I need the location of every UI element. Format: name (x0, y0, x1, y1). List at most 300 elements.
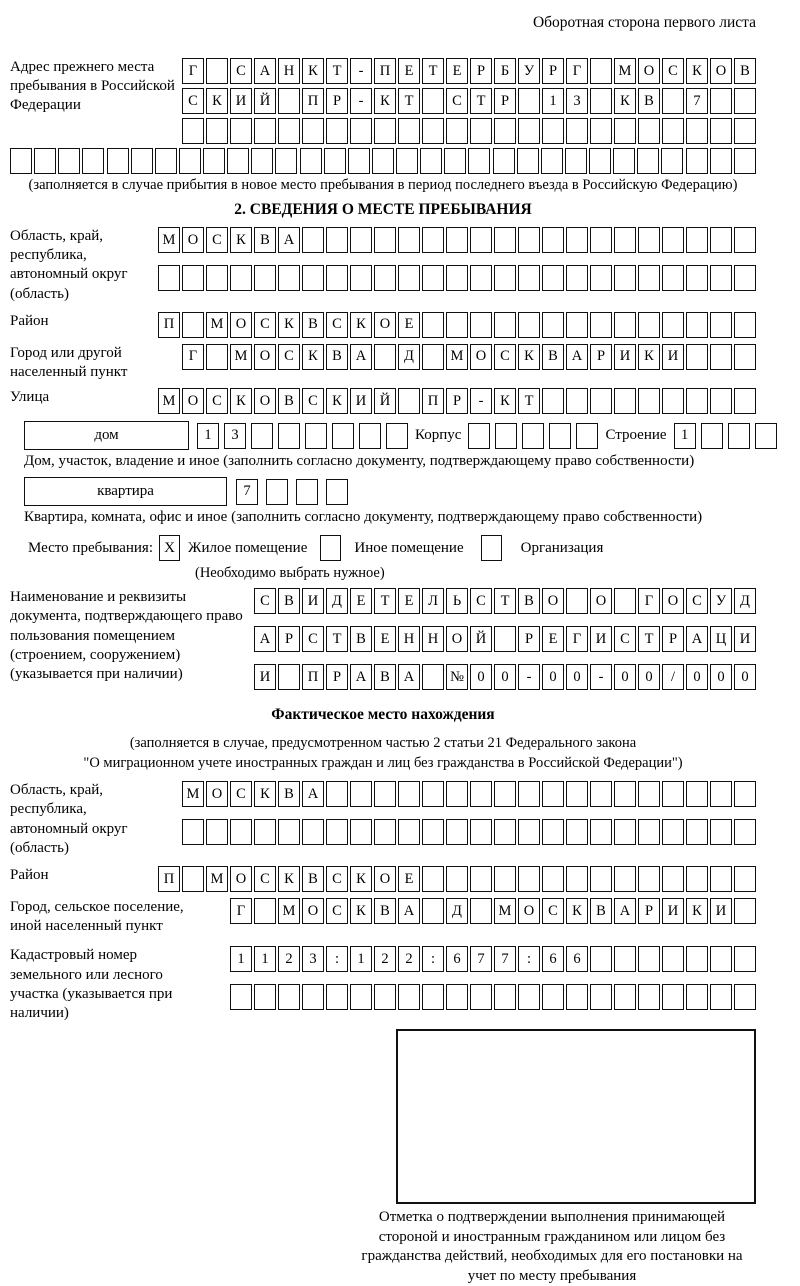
char-cell[interactable]: Л (422, 588, 444, 614)
char-cell[interactable] (494, 781, 516, 807)
char-cell[interactable] (755, 423, 777, 449)
char-cell[interactable] (266, 479, 288, 505)
char-cell[interactable] (230, 819, 252, 845)
char-cell[interactable] (131, 148, 153, 174)
char-cell[interactable] (494, 626, 516, 652)
char-cell[interactable] (227, 148, 249, 174)
char-cell[interactable] (230, 118, 252, 144)
char-cell[interactable]: А (614, 898, 636, 924)
char-cell[interactable]: О (254, 388, 276, 414)
char-cell[interactable] (614, 866, 636, 892)
char-cell[interactable]: Д (734, 588, 756, 614)
char-cell[interactable] (494, 312, 516, 338)
char-cell[interactable] (728, 423, 750, 449)
char-cell[interactable] (468, 148, 490, 174)
char-cell[interactable]: 0 (686, 664, 708, 690)
char-cell[interactable] (332, 423, 354, 449)
char-cell[interactable] (470, 866, 492, 892)
char-cell[interactable] (230, 984, 252, 1010)
char-cell[interactable] (182, 265, 204, 291)
char-cell[interactable]: С (302, 626, 324, 652)
char-cell[interactable] (590, 227, 612, 253)
char-cell[interactable]: О (446, 626, 468, 652)
char-cell[interactable] (686, 866, 708, 892)
char-cell[interactable]: 1 (230, 946, 252, 972)
char-cell[interactable]: Н (422, 626, 444, 652)
char-cell[interactable] (398, 781, 420, 807)
char-cell[interactable] (566, 866, 588, 892)
char-cell[interactable] (326, 781, 348, 807)
char-cell[interactable]: К (254, 781, 276, 807)
char-cell[interactable] (326, 479, 348, 505)
char-cell[interactable] (614, 588, 636, 614)
char-cell[interactable]: 3 (566, 88, 588, 114)
char-cell[interactable] (566, 118, 588, 144)
char-cell[interactable] (470, 898, 492, 924)
char-cell[interactable]: Ц (710, 626, 732, 652)
char-cell[interactable]: 6 (542, 946, 564, 972)
char-cell[interactable] (614, 819, 636, 845)
char-cell[interactable] (326, 265, 348, 291)
char-cell[interactable] (710, 819, 732, 845)
char-cell[interactable]: Й (470, 626, 492, 652)
char-cell[interactable]: О (710, 58, 732, 84)
char-cell[interactable] (614, 227, 636, 253)
char-cell[interactable] (710, 312, 732, 338)
char-cell[interactable] (734, 984, 756, 1010)
char-cell[interactable]: Е (542, 626, 564, 652)
char-cell[interactable] (686, 148, 708, 174)
char-cell[interactable] (468, 423, 490, 449)
char-cell[interactable]: К (614, 88, 636, 114)
char-cell[interactable] (542, 118, 564, 144)
char-cell[interactable]: 7 (494, 946, 516, 972)
char-cell[interactable] (374, 781, 396, 807)
char-cell[interactable]: П (158, 866, 180, 892)
char-cell[interactable] (614, 388, 636, 414)
char-cell[interactable]: С (182, 88, 204, 114)
char-cell[interactable] (182, 866, 204, 892)
char-cell[interactable]: 7 (686, 88, 708, 114)
char-cell[interactable]: Д (398, 344, 420, 370)
char-cell[interactable] (686, 946, 708, 972)
char-cell[interactable] (566, 388, 588, 414)
char-cell[interactable] (446, 984, 468, 1010)
char-cell[interactable]: М (230, 344, 252, 370)
char-cell[interactable]: К (350, 312, 372, 338)
char-cell[interactable] (182, 312, 204, 338)
char-cell[interactable]: Р (638, 898, 660, 924)
char-cell[interactable]: Н (278, 58, 300, 84)
char-cell[interactable]: О (542, 588, 564, 614)
char-cell[interactable] (326, 118, 348, 144)
char-cell[interactable] (710, 88, 732, 114)
char-cell[interactable] (590, 312, 612, 338)
char-cell[interactable]: Е (446, 58, 468, 84)
char-cell[interactable]: М (278, 898, 300, 924)
char-cell[interactable] (734, 946, 756, 972)
char-cell[interactable] (662, 819, 684, 845)
char-cell[interactable]: С (614, 626, 636, 652)
char-cell[interactable] (566, 312, 588, 338)
char-cell[interactable] (398, 118, 420, 144)
char-cell[interactable]: Б (494, 58, 516, 84)
char-cell[interactable] (638, 118, 660, 144)
char-cell[interactable] (251, 148, 273, 174)
char-cell[interactable] (566, 588, 588, 614)
char-cell[interactable]: Р (590, 344, 612, 370)
char-cell[interactable] (158, 265, 180, 291)
char-cell[interactable]: С (326, 312, 348, 338)
char-cell[interactable] (359, 423, 381, 449)
char-cell[interactable]: Е (350, 588, 372, 614)
char-cell[interactable]: И (590, 626, 612, 652)
char-cell[interactable] (203, 148, 225, 174)
char-cell[interactable]: С (446, 88, 468, 114)
char-cell[interactable] (662, 866, 684, 892)
char-cell[interactable]: 0 (470, 664, 492, 690)
char-cell[interactable]: В (374, 898, 396, 924)
char-cell[interactable] (566, 265, 588, 291)
char-cell[interactable] (734, 898, 756, 924)
char-cell[interactable] (470, 265, 492, 291)
char-cell[interactable] (613, 148, 635, 174)
char-cell[interactable] (565, 148, 587, 174)
char-cell[interactable]: К (518, 344, 540, 370)
char-cell[interactable] (278, 664, 300, 690)
char-cell[interactable]: В (518, 588, 540, 614)
char-cell[interactable] (494, 819, 516, 845)
char-cell[interactable] (326, 984, 348, 1010)
char-cell[interactable] (254, 819, 276, 845)
char-cell[interactable]: С (254, 866, 276, 892)
char-cell[interactable] (278, 819, 300, 845)
char-cell[interactable]: Р (278, 626, 300, 652)
char-cell[interactable] (662, 781, 684, 807)
char-cell[interactable] (494, 265, 516, 291)
char-cell[interactable] (518, 227, 540, 253)
char-cell[interactable] (296, 479, 318, 505)
char-cell[interactable] (350, 819, 372, 845)
char-cell[interactable]: К (206, 88, 228, 114)
char-cell[interactable] (182, 819, 204, 845)
char-cell[interactable]: С (326, 866, 348, 892)
char-cell[interactable]: 7 (470, 946, 492, 972)
char-cell[interactable]: П (422, 388, 444, 414)
char-cell[interactable]: К (326, 388, 348, 414)
char-cell[interactable] (734, 781, 756, 807)
confirmation-stamp-box[interactable] (396, 1029, 756, 1204)
char-cell[interactable]: 0 (494, 664, 516, 690)
char-cell[interactable] (324, 148, 346, 174)
char-cell[interactable]: 1 (674, 423, 696, 449)
char-cell[interactable] (444, 148, 466, 174)
char-cell[interactable] (350, 265, 372, 291)
char-cell[interactable] (549, 423, 571, 449)
char-cell[interactable]: М (446, 344, 468, 370)
char-cell[interactable]: - (470, 388, 492, 414)
char-cell[interactable]: А (350, 344, 372, 370)
char-cell[interactable] (350, 227, 372, 253)
char-cell[interactable]: 1 (542, 88, 564, 114)
char-cell[interactable]: 6 (566, 946, 588, 972)
char-cell[interactable]: С (662, 58, 684, 84)
char-cell[interactable] (542, 312, 564, 338)
char-cell[interactable] (710, 781, 732, 807)
char-cell[interactable] (398, 388, 420, 414)
char-cell[interactable] (686, 265, 708, 291)
char-cell[interactable]: Т (374, 588, 396, 614)
char-cell[interactable] (566, 984, 588, 1010)
char-cell[interactable] (542, 866, 564, 892)
char-cell[interactable] (734, 388, 756, 414)
char-cell[interactable]: В (374, 664, 396, 690)
char-cell[interactable] (446, 118, 468, 144)
char-cell[interactable] (518, 265, 540, 291)
char-cell[interactable]: : (518, 946, 540, 972)
char-cell[interactable] (686, 118, 708, 144)
char-cell[interactable]: И (662, 344, 684, 370)
char-cell[interactable] (206, 118, 228, 144)
char-cell[interactable]: С (686, 588, 708, 614)
char-cell[interactable] (614, 312, 636, 338)
char-cell[interactable]: : (326, 946, 348, 972)
char-cell[interactable]: О (230, 866, 252, 892)
char-cell[interactable]: С (254, 588, 276, 614)
char-cell[interactable]: Е (398, 312, 420, 338)
char-cell[interactable] (541, 148, 563, 174)
char-cell[interactable]: Г (182, 58, 204, 84)
char-cell[interactable] (734, 227, 756, 253)
char-cell[interactable] (638, 265, 660, 291)
char-cell[interactable] (686, 388, 708, 414)
char-cell[interactable] (446, 312, 468, 338)
char-cell[interactable] (300, 148, 322, 174)
char-cell[interactable] (686, 344, 708, 370)
char-cell[interactable]: И (734, 626, 756, 652)
char-cell[interactable]: М (182, 781, 204, 807)
char-cell[interactable]: 0 (542, 664, 564, 690)
char-cell[interactable]: Д (446, 898, 468, 924)
char-cell[interactable]: Т (398, 88, 420, 114)
char-cell[interactable]: Г (566, 58, 588, 84)
char-cell[interactable] (254, 898, 276, 924)
char-cell[interactable]: В (278, 388, 300, 414)
char-cell[interactable] (686, 312, 708, 338)
char-cell[interactable]: : (422, 946, 444, 972)
char-cell[interactable] (254, 118, 276, 144)
char-cell[interactable] (350, 781, 372, 807)
char-cell[interactable] (446, 227, 468, 253)
char-cell[interactable] (206, 265, 228, 291)
char-cell[interactable]: С (470, 588, 492, 614)
char-cell[interactable]: О (182, 227, 204, 253)
char-cell[interactable] (710, 946, 732, 972)
char-cell[interactable] (422, 118, 444, 144)
char-cell[interactable] (590, 866, 612, 892)
char-cell[interactable] (374, 227, 396, 253)
char-cell[interactable]: 7 (236, 479, 258, 505)
char-cell[interactable] (710, 148, 732, 174)
char-cell[interactable]: Ь (446, 588, 468, 614)
char-cell[interactable]: И (350, 388, 372, 414)
char-cell[interactable] (638, 781, 660, 807)
char-cell[interactable]: Т (326, 626, 348, 652)
char-cell[interactable]: О (302, 898, 324, 924)
char-cell[interactable]: А (254, 58, 276, 84)
char-cell[interactable]: О (638, 58, 660, 84)
char-cell[interactable] (590, 118, 612, 144)
char-cell[interactable]: Т (422, 58, 444, 84)
char-cell[interactable]: К (566, 898, 588, 924)
char-cell[interactable] (590, 388, 612, 414)
char-cell[interactable]: М (206, 866, 228, 892)
char-cell[interactable]: С (206, 388, 228, 414)
char-cell[interactable] (374, 265, 396, 291)
char-cell[interactable]: С (254, 312, 276, 338)
char-cell[interactable] (566, 227, 588, 253)
char-cell[interactable] (734, 866, 756, 892)
char-cell[interactable] (542, 388, 564, 414)
char-cell[interactable] (275, 148, 297, 174)
char-cell[interactable]: В (278, 781, 300, 807)
char-cell[interactable] (494, 227, 516, 253)
char-cell[interactable]: Р (326, 88, 348, 114)
char-cell[interactable]: С (230, 58, 252, 84)
char-cell[interactable] (422, 227, 444, 253)
char-cell[interactable]: И (302, 588, 324, 614)
char-cell[interactable]: Г (638, 588, 660, 614)
char-cell[interactable]: М (206, 312, 228, 338)
char-cell[interactable]: П (302, 88, 324, 114)
char-cell[interactable]: Г (182, 344, 204, 370)
char-cell[interactable]: О (662, 588, 684, 614)
char-cell[interactable] (614, 946, 636, 972)
char-cell[interactable] (374, 344, 396, 370)
char-cell[interactable] (518, 819, 540, 845)
char-cell[interactable]: Т (518, 388, 540, 414)
char-cell[interactable]: О (182, 388, 204, 414)
char-cell[interactable]: Г (230, 898, 252, 924)
char-cell[interactable] (470, 819, 492, 845)
char-cell[interactable]: К (350, 866, 372, 892)
char-cell[interactable]: С (302, 388, 324, 414)
char-cell[interactable] (398, 819, 420, 845)
char-cell[interactable] (518, 312, 540, 338)
char-cell[interactable] (398, 227, 420, 253)
char-cell[interactable]: Е (398, 58, 420, 84)
char-cell[interactable]: К (230, 388, 252, 414)
char-cell[interactable] (374, 118, 396, 144)
char-cell[interactable]: В (254, 227, 276, 253)
char-cell[interactable] (230, 265, 252, 291)
char-cell[interactable] (470, 984, 492, 1010)
char-cell[interactable] (302, 227, 324, 253)
char-cell[interactable] (422, 265, 444, 291)
char-cell[interactable]: К (278, 866, 300, 892)
char-cell[interactable]: С (542, 898, 564, 924)
char-cell[interactable]: 0 (614, 664, 636, 690)
char-cell[interactable] (305, 423, 327, 449)
char-cell[interactable]: И (662, 898, 684, 924)
char-cell[interactable] (710, 388, 732, 414)
char-cell[interactable]: А (398, 898, 420, 924)
char-cell[interactable] (566, 819, 588, 845)
char-cell[interactable] (614, 265, 636, 291)
char-cell[interactable] (734, 118, 756, 144)
char-cell[interactable] (34, 148, 56, 174)
char-cell[interactable] (686, 227, 708, 253)
char-cell[interactable] (590, 984, 612, 1010)
char-cell[interactable] (446, 265, 468, 291)
char-cell[interactable] (422, 88, 444, 114)
char-cell[interactable] (542, 781, 564, 807)
char-cell[interactable]: С (326, 898, 348, 924)
char-cell[interactable]: Е (398, 588, 420, 614)
char-cell[interactable] (326, 227, 348, 253)
char-cell[interactable] (446, 866, 468, 892)
char-cell[interactable]: В (734, 58, 756, 84)
char-cell[interactable] (278, 118, 300, 144)
char-cell[interactable] (638, 946, 660, 972)
stay-option-other-checkbox[interactable] (320, 535, 341, 561)
char-cell[interactable] (386, 423, 408, 449)
char-cell[interactable] (589, 148, 611, 174)
char-cell[interactable]: И (230, 88, 252, 114)
char-cell[interactable] (662, 984, 684, 1010)
char-cell[interactable] (422, 819, 444, 845)
char-cell[interactable] (638, 312, 660, 338)
char-cell[interactable] (734, 265, 756, 291)
char-cell[interactable]: К (302, 344, 324, 370)
char-cell[interactable]: А (350, 664, 372, 690)
char-cell[interactable]: И (254, 664, 276, 690)
char-cell[interactable] (710, 984, 732, 1010)
char-cell[interactable]: Р (662, 626, 684, 652)
char-cell[interactable]: А (302, 781, 324, 807)
char-cell[interactable]: К (302, 58, 324, 84)
char-cell[interactable] (518, 781, 540, 807)
char-cell[interactable]: К (374, 88, 396, 114)
char-cell[interactable]: В (326, 344, 348, 370)
char-cell[interactable]: О (374, 312, 396, 338)
char-cell[interactable] (590, 946, 612, 972)
char-cell[interactable] (374, 984, 396, 1010)
char-cell[interactable] (576, 423, 598, 449)
char-cell[interactable] (278, 984, 300, 1010)
char-cell[interactable]: К (494, 388, 516, 414)
char-cell[interactable]: В (350, 626, 372, 652)
char-cell[interactable]: У (710, 588, 732, 614)
char-cell[interactable]: Т (326, 58, 348, 84)
char-cell[interactable] (710, 227, 732, 253)
char-cell[interactable] (662, 227, 684, 253)
char-cell[interactable]: Г (566, 626, 588, 652)
char-cell[interactable]: О (206, 781, 228, 807)
char-cell[interactable] (422, 984, 444, 1010)
char-cell[interactable] (518, 984, 540, 1010)
char-cell[interactable] (155, 148, 177, 174)
char-cell[interactable] (422, 344, 444, 370)
char-cell[interactable] (420, 148, 442, 174)
char-cell[interactable] (350, 984, 372, 1010)
char-cell[interactable] (350, 118, 372, 144)
char-cell[interactable] (522, 423, 544, 449)
char-cell[interactable]: М (158, 227, 180, 253)
char-cell[interactable] (206, 344, 228, 370)
char-cell[interactable] (179, 148, 201, 174)
char-cell[interactable] (590, 265, 612, 291)
